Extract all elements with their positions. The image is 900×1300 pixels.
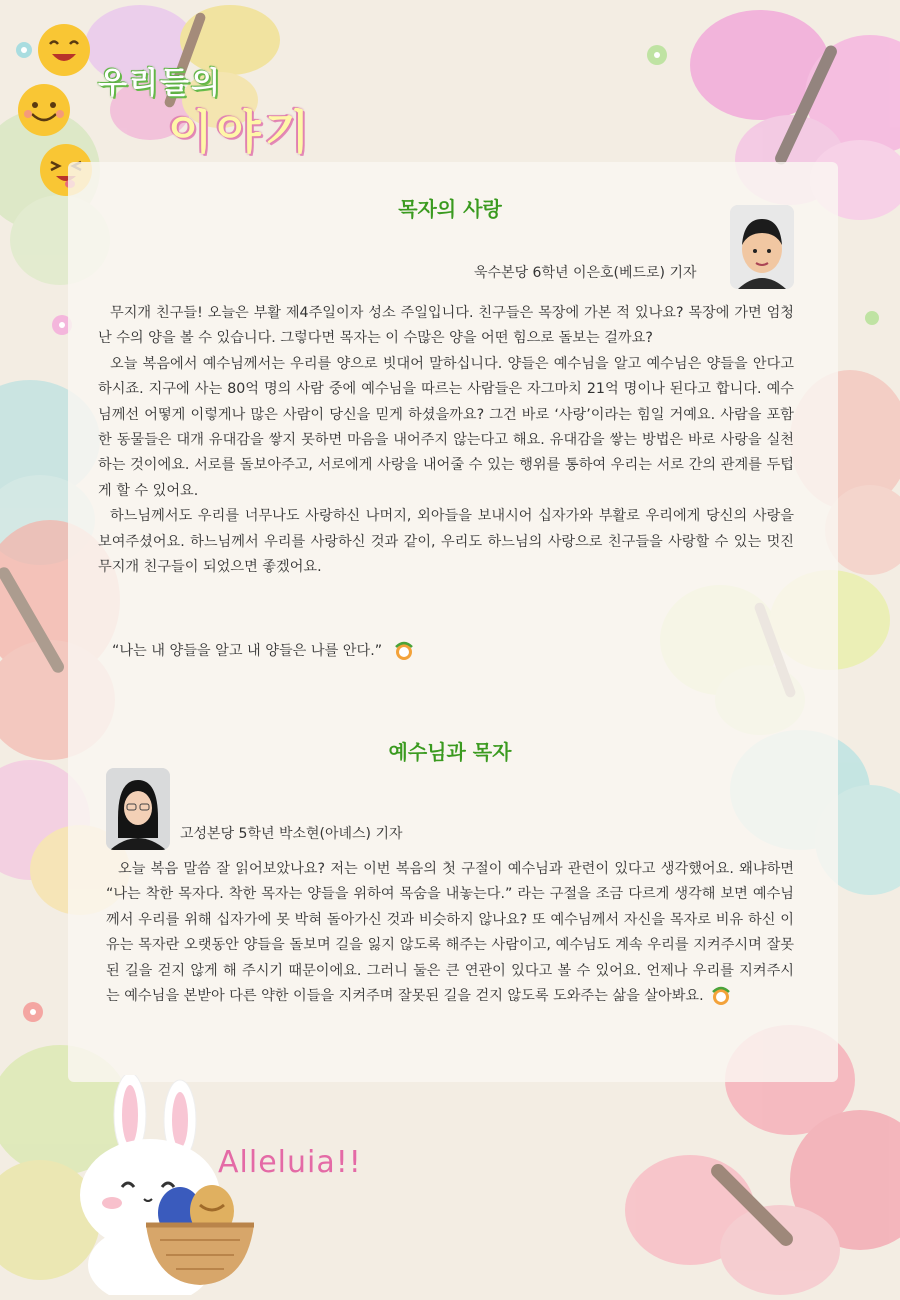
- paragraph-text: 오늘 복음 말씀 잘 읽어보았나요? 저는 이번 복음의 첫 구절이 예수님과 관련이 있다고 생각했어요. 왜냐하면 “나는 착한 목자다. 착한 목자는 양들을 위하여 목숨을 내놓는다.” 라는 구절을 조금 다르게 생각해 보면 예수님께서 우리를 위해 십자가에 못 박혀 돌아가신 것과 비슷하지 않나요? 또 예수님께서 자신을 목자로 비유 하신 이유는 목자란 오랫동안 양들을 돌보며 길을 잃지 않도록 해주는 사람이고, 예수님도 계속 우리를 지켜주시며 잘못된 길을 걷지 않게 해 주시기 때문이에요. 그러니 둘은 큰 연관이 있다고 볼 수 있어요. 언제나 우리를 지켜주시는 예수님을 본받아 다른 약한 이들을 지켜주며 잘못된 길을 걷지 않도록 도와주는 삶을 살아봐요.: [106, 861, 794, 1005]
- article-body: [106, 857, 794, 1009]
- paragraph: 무지개 친구들! 오늘은 부활 제4주일이자 성소 주일입니다. 친구들은 목장에 가본 적 있나요? 목장에 가면 엄청난 수의 양을 볼 수 있습니다. 그렇다면 목자는 이 수많은 양을 어떤 힘으로 돌보는 걸까요?: [98, 305, 794, 347]
- avatar: [106, 768, 170, 850]
- paragraph: 하느님께서도 우리를 너무나도 사랑하신 나머지, 외아들을 보내시어 십자가와 부활로 우리에게 당신의 사랑을 보여주셨어요. 하느님께서 우리를 사랑하신 것과 같이, 우리도 하느님의 사랑으로 친구들을 사랑할 수 있는 멋진 무지개 친구들이 되었으면 좋겠어요.: [98, 508, 794, 576]
- reporter-photo: [730, 205, 794, 289]
- article-byline: 욱수본당 6학년 이은호(베드로) 기자: [474, 265, 697, 281]
- reporter-photo: [106, 768, 170, 850]
- easter-egg-basket-icon: [140, 1185, 260, 1295]
- article-body: [98, 301, 794, 580]
- end-mark-icon: [710, 986, 732, 1006]
- article-byline: 고성본당 5학년 박소현(아녜스) 기자: [180, 826, 403, 842]
- smiley-face-icon: [34, 20, 94, 80]
- article-title: 목자의 사랑: [398, 197, 502, 221]
- section-header-title: 우리들의: [98, 66, 222, 101]
- quote-text: “나는 내 양들을 알고 내 양들은 나를 안다.”: [112, 643, 383, 659]
- paragraph: [106, 857, 794, 1009]
- paragraph: 오늘 복음에서 예수님께서는 우리를 양으로 빗대어 말하십니다. 양들은 예수님을 알고 예수님은 양들을 안다고 하시죠. 지구에 사는 80억 명의 사람 중에 예수님을 따르는 사람들은 자그마치 21억 명이나 된다고 합니다. 예수님께선 어떻게 이렇게나 많은 사람이 당신을 믿게 하셨을까요? 그건 바로 ‘사랑’이라는 힘일 거예요. 사람을 포함한 동물들은 대개 유대감을 쌓지 못하면 마음을 내어주지 않는다고 해요. 유대감을 쌓는 방법은 바로 사랑을 실천하는 것이에요. 서로를 돌보아주고, 서로에게 사랑을 내어줄 수 있는 행위를 통하여 우리는 서로 간의 관계를 두텁게 할 수 있어요.: [98, 355, 795, 499]
- avatar: [730, 205, 794, 289]
- smiley-face-icon: [14, 80, 74, 140]
- section-header-subtitle: 이야기: [168, 105, 314, 159]
- alleluia-text: Alleluia!!: [218, 1145, 362, 1180]
- end-mark-icon: [393, 641, 415, 661]
- article-title: 예수님과 목자: [388, 740, 512, 764]
- article-quote: [112, 640, 415, 661]
